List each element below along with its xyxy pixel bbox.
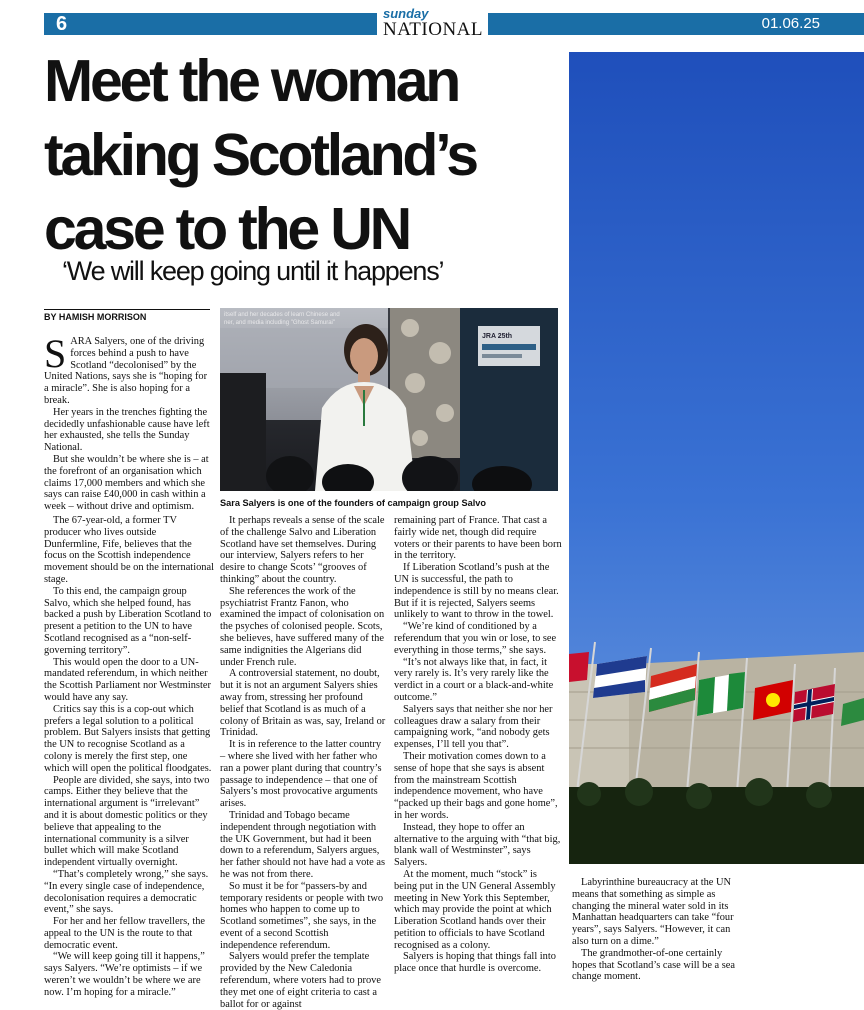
paragraph: This would open the door to a UN-mandated referendum, in which neither the Scottish Parliament nor Westminster would have any say. (44, 656, 211, 703)
paragraph: “That’s completely wrong,” she says. “In every single case of independence, decolonisation requires a democratic event,” she says. (44, 868, 209, 916)
headline: Meet the woman taking Scotland’s case to the UN (44, 48, 476, 262)
photo-sara-salyers-image (220, 308, 558, 491)
paragraph: For her and her fellow travellers, the appeal to the UN is the route to that democratic event. (44, 916, 206, 951)
masthead-logo (381, 8, 485, 40)
paragraph: But she wouldn’t be where she is – at the forefront of an organisation which claims 17,000 members and which she says can raise £40,000 in cash within a week – without drive and optimism. (44, 453, 209, 513)
standfirst: ‘We will keep going until it happens’ (62, 256, 444, 286)
photo-un-flags-image (569, 52, 864, 864)
paragraph: If Liberation Scotland’s push at the UN is successful, the path to independence is still by no means clear. But if it is rejected, Salyers seems unlikely to want to throw in the towel. (394, 562, 559, 621)
paragraph: Salyers says that neither she nor her colleagues draw a salary from their campaigning work, “and nobody gets expenses, I’ll tell you that”. (394, 703, 553, 751)
paragraph: People are divided, she says, into two camps. Either they believe that the international argument is “irrelevant” and it is about domestic politics or they believe that appealing to the international community is a silver bullet which will make Scotland independent virtually overnight. (44, 774, 210, 869)
page-number: 6 (56, 13, 68, 35)
paragraph: “We’re kind of conditioned by a referendum that you win or lose, to see everything in those terms,” she says. (394, 621, 557, 656)
lead-text: ARA Salyers, one of the driving forces behind a push to have Scotland “decolonised” by the United Nations, says she is “hoping for a miracle”. She is also hoping for a break. (44, 336, 208, 406)
paragraph: It perhaps reveals a sense of the scale of the challenge Salvo and Liberation Scotland have set themselves. During our interview, Salyers refers to her desire to change Scots’ “grooves of thinking” about the country. (220, 515, 385, 585)
paragraph: Their motivation comes down to a sense of hope that she says is absent from the mainstream Scottish independence movement, who have “packed up their bags and gone home”, in her words. (394, 750, 558, 821)
sign-text: JRA 25th (482, 333, 513, 340)
paragraph: Trinidad and Tobago became independent through negotiation with the UK Government, but had it been down to a referendum, Salyers argues, her father should not have had a vote as he was not from there. (220, 809, 386, 880)
masthead-sunday: sunday (383, 6, 429, 21)
masthead-national: NATIONAL (382, 19, 484, 40)
publication-date: 01.06.25 (761, 15, 820, 32)
paragraph: The grandmother-of-one certainly hopes that Scotland’s case will be a sea change moment. (572, 947, 736, 983)
paragraph: Critics say this is a cop-out which prefers a legal solution to a political problem. But Salyers insists that getting the UN to recognise Scotland as a colony is merely the first step, one which will open the political floodgates. (44, 703, 212, 774)
screen-text-2: ner, and media including "Ghost Samurai" (224, 320, 335, 326)
screen-text-1: itself and her decades of learn Chinese and (224, 312, 340, 318)
drop-cap: S (44, 331, 67, 376)
paragraph: Her years in the trenches fighting the decidedly unfashionable cause have left her exhausted, she tells the Sunday National. (44, 406, 210, 454)
body-column-1-bottom (44, 515, 214, 999)
paragraph: She references the work of the psychiatrist Frantz Fanon, who examined the impact of colonisation on the psyches of colonised people. Scots, she believes, have suffered many of the same indignities the Algerians did under French rule. (220, 585, 385, 668)
lead-paragraph (44, 331, 214, 407)
body-column-2 (220, 515, 386, 1010)
paragraph: Instead, they hope to offer an alternative to the arguing with “that big, blank wall of Westminster”, says Salyers. (394, 821, 561, 869)
body-column-3 (394, 515, 562, 975)
paragraph: Labyrinthine bureaucracy at the UN means that something as simple as changing the mineral water sold in its Manhattan headquarters can take “four years”, says Salyers. “However, it can also turn on a dime.” (572, 877, 734, 947)
paragraph: Salyers would prefer the template provided by the New Caledonia referendum, where voters had to prove they met one of eight criteria to cast a ballot for or against (220, 951, 381, 1010)
paragraph: At the moment, much “stock” is being put in the UN General Assembly meeting in New York this September, which may provide the point at which Liberation Scotland hands over their petition to officials to have Scotland recognised as a colony. (394, 868, 556, 951)
paragraph: To this end, the campaign group Salvo, which she helped found, has backed a push by Liberation Scotland to present a petition to the UN to have Scotland recognised as a “non-self-governing territory”. (44, 585, 212, 656)
paragraph: “We will keep going till it happens,” says Salyers. “We’re optimists – if we weren’t we wouldn’t be where we are now. I’m hoping for a miracle.” (44, 951, 205, 998)
byline: BY HAMISH MORRISON (44, 309, 210, 323)
body-column-4 (572, 877, 742, 983)
paragraph: So must it be for “passers-by and temporary residents or people with two homes who happen to come up to Scotland sometimes”, she says, in the event of a second Scottish independence referendum. (220, 880, 384, 951)
body-column-1-top (44, 331, 214, 513)
paragraph: Salyers is hoping that things fall into place once that hurdle is overcome. (394, 951, 556, 975)
photo-un-flags (569, 52, 864, 864)
photo-caption: Sara Salyers is one of the founders of campaign group Salvo (220, 498, 486, 508)
paragraph: It is in reference to the latter country – where she lived with her father who ran a power plant during that country’s passage to independence – that one of Salyers’s most provocative arguments arises. (220, 739, 382, 810)
paragraph: A controversial statement, no doubt, but it is not an argument Salyers shies away from, stressing her profound belief that Scotland is as much of a colony of Britain as was, say, Ireland or Trinidad. (220, 668, 386, 739)
photo-sara-salyers (220, 308, 558, 491)
paragraph: “It’s not always like that, in fact, it very rarely is. It’s very rarely like the verdict in a court or a black-and-white outcome.” (394, 656, 554, 703)
paragraph: The 67-year-old, a former TV producer who lives outside Dunfermline, Fife, believes that the focus on the Scottish independence movement should be on the international stage. (44, 515, 214, 585)
paragraph: remaining part of France. That cast a fairly wide net, though did require voters or their parents to have been born in the territory. (394, 515, 562, 562)
header-bar-left (44, 13, 377, 35)
